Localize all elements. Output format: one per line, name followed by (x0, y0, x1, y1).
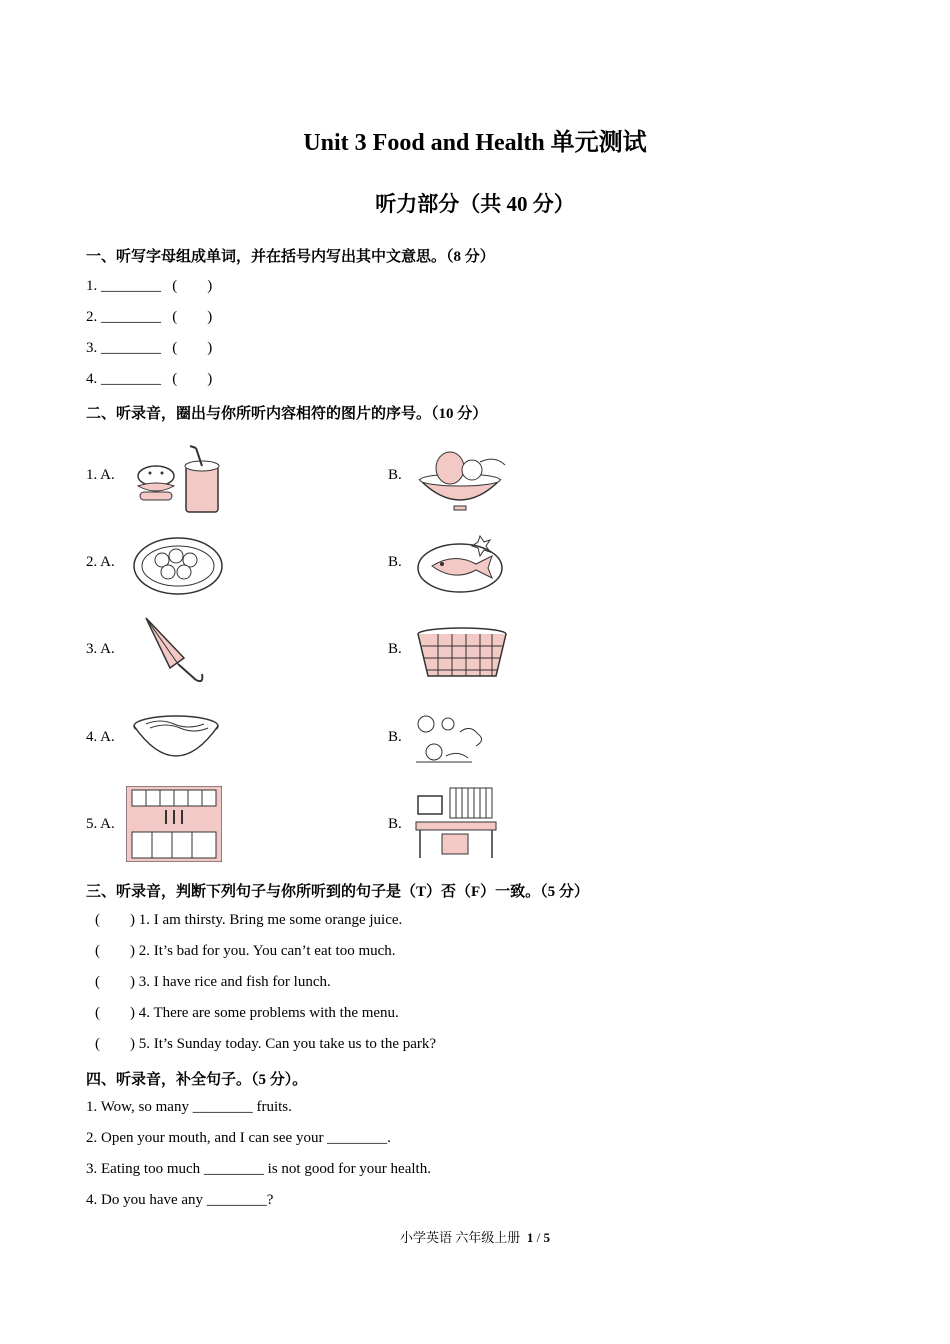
plate-of-dumplings-icon (130, 528, 226, 598)
section1-item: 3. ________ ( ) (86, 340, 213, 356)
section-subtitle: 听力部分（共 40 分） (375, 192, 575, 216)
page-separator: / (533, 1230, 544, 1245)
section4-item: 3. Eating too much ________ is not good for your health. (86, 1161, 431, 1177)
section4-heading: 四、听录音，补全句子。（5 分）。 (86, 1072, 308, 1088)
study-room-icon (412, 786, 504, 862)
page-footer (0, 1227, 950, 1246)
umbrella-icon (126, 612, 220, 688)
option-label: B. (388, 467, 402, 483)
page-total: 5 (543, 1230, 550, 1245)
section3-item: ( ) 1. I am thirsty. Bring me some orange juice. (95, 912, 403, 928)
option-label: B. (388, 729, 402, 745)
option-label: 2. A. (86, 554, 115, 570)
section2-heading: 二、听录音，圈出与你所听内容相符的图片的序号。（10 分） (86, 406, 488, 422)
section3-item: ( ) 3. I have rice and fish for lunch. (95, 974, 331, 990)
option-label: 5. A. (86, 816, 115, 832)
basket-icon (412, 624, 512, 684)
option-label: B. (388, 641, 402, 657)
option-label: B. (388, 554, 402, 570)
kitchen-icon (126, 786, 222, 862)
people-sleeping-icon (412, 710, 492, 770)
page-number: 1 (526, 1230, 534, 1245)
section3-item: ( ) 5. It’s Sunday today. Can you take us to the park? (95, 1036, 437, 1052)
section4-item: 2. Open your mouth, and I can see your ________. (86, 1130, 391, 1146)
section1-heading: 一、听写字母组成单词，并在括号内写出其中文意思。（8 分） (86, 249, 495, 265)
fish-on-plate-icon (414, 528, 510, 596)
section1-item: 4. ________ ( ) (86, 371, 213, 387)
section1-item: 1. ________ ( ) (86, 278, 213, 294)
option-label: B. (388, 816, 402, 832)
section1-item: 2. ________ ( ) (86, 309, 213, 325)
option-label: 1. A. (86, 467, 115, 483)
section4-item: 4. Do you have any ________? (86, 1192, 274, 1208)
bowl-of-noodles-icon (130, 708, 222, 770)
section3-item: ( ) 4. There are some problems with the menu. (95, 1005, 399, 1021)
option-label: 3. A. (86, 641, 115, 657)
footer-text: 小学英语 六年级上册 (400, 1230, 521, 1245)
option-label: 4. A. (86, 729, 115, 745)
section4-item: 1. Wow, so many ________ fruits. (86, 1099, 292, 1115)
section3-heading: 三、听录音，判断下列句子与你所听到的句子是（T）否（F）一致。（5 分） (86, 884, 589, 900)
hamburger-and-drink-icon (126, 436, 226, 518)
page-title: Unit 3 Food and Health 单元测试 (303, 130, 647, 156)
section3-item: ( ) 2. It’s bad for you. You can’t eat too much. (95, 943, 396, 959)
bowl-of-fruit-icon (410, 440, 510, 512)
